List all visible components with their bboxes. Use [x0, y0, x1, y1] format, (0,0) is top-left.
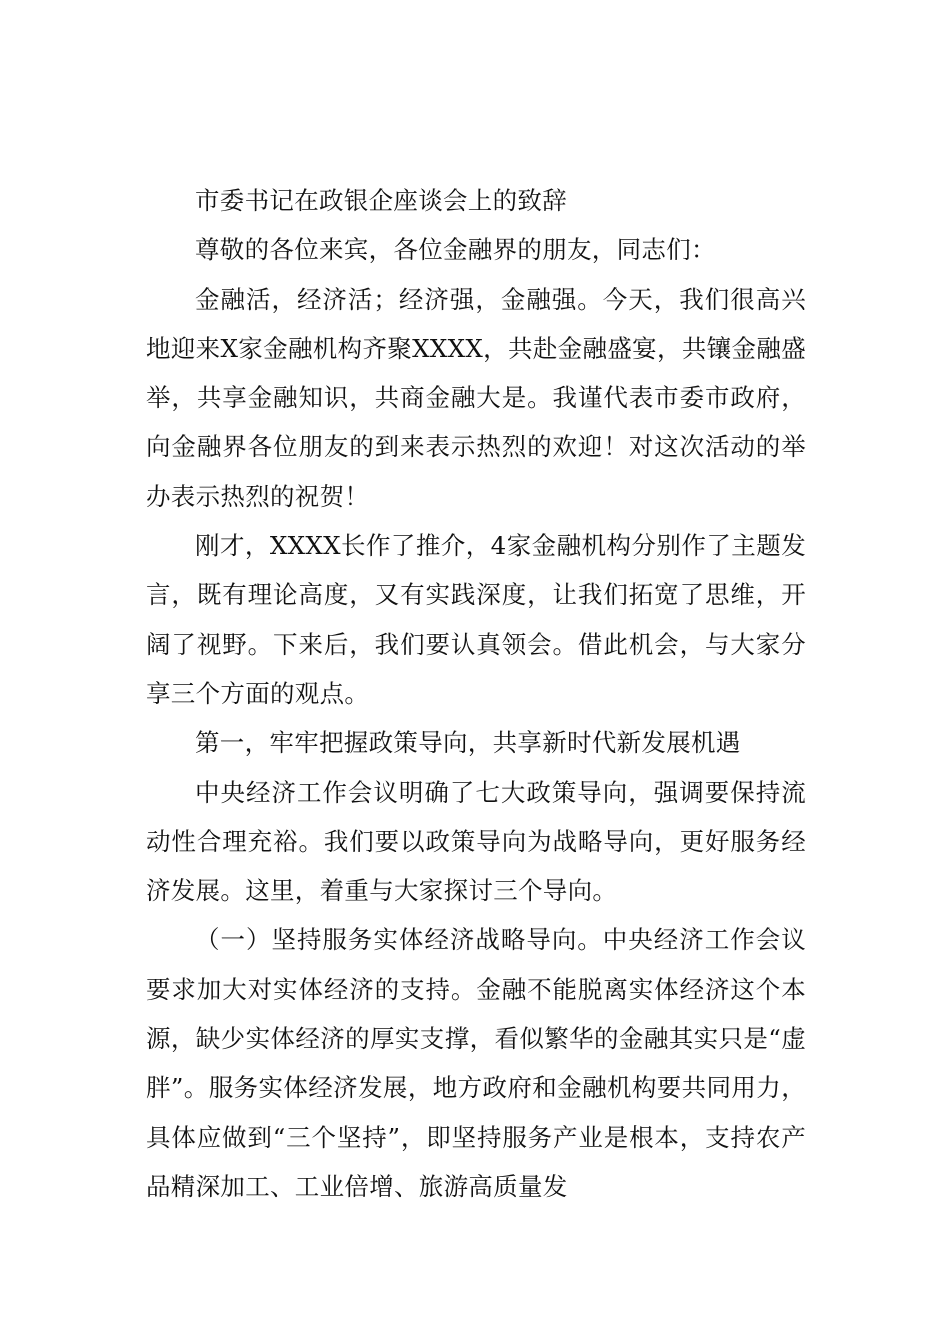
paragraph-welcome: 金融活，经济活；经济强，金融强。今天，我们很高兴地迎来X家金融机构齐聚XXXX，共赴金融盛宴，共镶金融盛举，共享金融知识，共商金融大是。我谨代表市委市政府，向金融界各位朋友的到来表示热烈的欢迎！对这次活动的举办表示热烈的祝贺！: [146, 284, 806, 511]
document-title: 市委书记在政银企座谈会上的致辞: [195, 186, 567, 215]
paragraph-review: 刚才，XXXX长作了推介，4家金融机构分别作了主题发言，既有理论高度，又有实践深度，让我们拓宽了思维，开阔了视野。下来后，我们要认真领会。借此机会，与大家分享三个方面的观点。: [146, 531, 806, 708]
paragraph-real-economy: （一）坚持服务实体经济战略导向。中央经济工作会议要求加大对实体经济的支持。金融不能脱离实体经济这个本源，缺少实体经济的厚实支撑，看似繁华的金融其实只是“虚胖”。服务实体经济发展，地方政府和金融机构要共同用力，具体应做到“三个坚持”，即坚持服务产业是根本，支持农产品精深加工、工业倍增、旅游高质量发: [146, 925, 806, 1201]
section-heading-first: 第一，牢牢把握政策导向，共享新时代新发展机遇: [195, 728, 741, 758]
document-body: [146, 176, 806, 1211]
paragraph-policy: 中央经济工作会议明确了七大政策导向，强调要保持流动性合理充裕。我们要以政策导向为战略导向，更好服务经济发展。这里，着重与大家探讨三个导向。: [146, 777, 806, 906]
paragraph-salutation: 尊敬的各位来宾，各位金融界的朋友，同志们：: [195, 235, 716, 265]
